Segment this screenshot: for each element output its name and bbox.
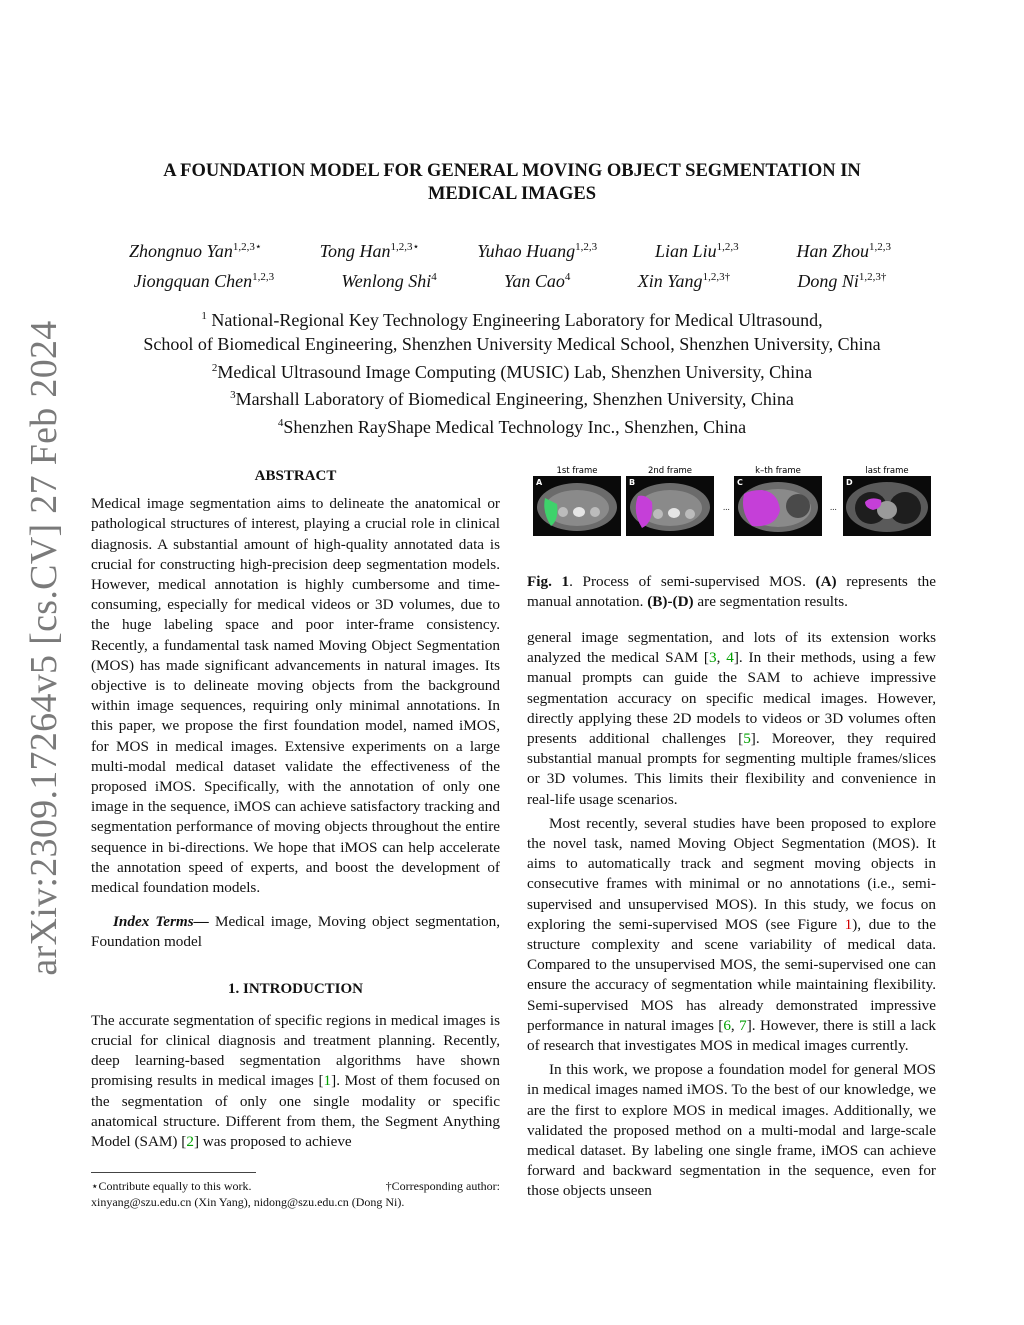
figure-1-caption: Fig. 1. Process of semi-supervised MOS. (A) represents the manual annotation. (B)-(D) are segmentation results. — [527, 573, 937, 610]
author: Dong $Ni^{1,2,3\dagger}$ — [797, 271, 887, 291]
right-column — [527, 628, 936, 1202]
panel-c-stomach — [786, 494, 810, 518]
citation-link[interactable]: 1 — [323, 1072, 332, 1090]
arxiv-stamp-text: arXiv:2309.17264v5 [cs.CV] 27 Feb 2024 — [23, 320, 65, 976]
right-paragraph-3: In this work, we propose a foundation model for general MOS in medical images named iMOS. To the best of our knowledge, we are the first to explore MOS in medical images. Additionally, we validated the proposed method on a multi-modal and large-scale medical dataset. By labeling one single frame, iMOS can achieve forward and backward segmentation in the sequence, even for those objects unseen — [527, 1061, 936, 1200]
panel-b-vertebra — [668, 508, 680, 518]
citation-link[interactable]: 2 — [186, 1133, 194, 1151]
abstract-text: Medical image segmentation aims to delineate the anatomical or pathological structures of interest, playing a crucial role in clinical diagnosis. A substantial amount of high-quality annotated data is crucial for constructing high-precision deep segmentation models. However, medical annotation is highly cumbersome and time-consuming, especially for medical videos or 3D volumes, due to the huge labeling space and poor inter-frame consistency. Recently, a fundamental task named Moving Object Segmentation (MOS) has made significant advancements in natural images. Its objective is to delineate moving objects from the background within image sequences, requiring only minimal annotations. In this paper, we propose the first foundation model, named iMOS, for MOS in medical images. Extensive experiments on a large multi-modal medical dataset validate the effectiveness of the proposed iMOS. Specifically, with the annotation of only one image in the sequence, iMOS can achieve satisfactory tracking and segmentation performance of moving objects throughout the entire sequence in bi-directions. We hope that iMOS can help accelerate the annotation speed of experts, and boost the development of medical foundation models. — [91, 495, 500, 897]
panel-a-kidney-left — [558, 507, 568, 517]
index-terms-label: Index Terms— — [113, 913, 209, 931]
label-kth-frame: k–th frame — [755, 466, 801, 476]
title-line-1: A FOUNDATION MODEL FOR GENERAL MOVING OBJECT SEGMENTATION IN — [163, 161, 861, 181]
label-2nd-frame: 2nd frame — [647, 466, 693, 476]
citation-link[interactable]: 3 — [709, 649, 717, 667]
panel-b-kidney-right — [685, 509, 695, 519]
intro-heading: 1. INTRODUCTION — [227, 980, 363, 997]
label-1st-frame: 1st frame — [556, 466, 598, 476]
author: Xin Yang$^{1,2,3\dagger}$ — [637, 271, 731, 291]
citation-link[interactable]: 4 — [726, 649, 734, 667]
left-column — [91, 466, 500, 1152]
panel-d-letter: D — [846, 478, 853, 487]
right-paragraph-2: Most recently, several studies have been proposed to explore the novel task, named Moving Object Segmentation (MOS). It aims to automatically track and segment moving objects in consecutive frames with minimal or no annotations (i.e., semi-supervised and unsupervised MOS). In this study, we focus on exploring the semi-supervised MOS (see Figure 1), due to the structure complexity and scene variability of medical data. Compared to the unsupervised MOS, the semi-supervised one can ensure the accuracy of segmentation while maintaining flexibility. Semi-supervised MOS has already demonstrated impressive performance in natural images [6, 7]. However, there is still a lack of research that investigates MOS in medical images currently. — [527, 814, 937, 1055]
author: Wenlong Shi$^4$ — [341, 271, 437, 291]
footnote-emails: xinyang@szu.edu.cn (Xin Yang), nidong@szu.edu.cn (Dong Ni). — [91, 1195, 405, 1209]
authors-row-1 — [100, 234, 920, 264]
title-line-2: MEDICAL IMAGES — [427, 184, 597, 204]
citation-link[interactable]: 6 — [723, 1016, 731, 1034]
authors-block — [100, 234, 920, 294]
label-last-frame: last frame — [865, 466, 909, 476]
footnote-contrib: ⋆Contribute equally to this work. — [91, 1179, 252, 1193]
index-terms-text: Medical image, Moving object segmentation, Foundation model — [91, 913, 501, 951]
figure-reference-link[interactable]: 1 — [844, 915, 853, 933]
panel-b-kidney-left — [653, 509, 663, 519]
affiliation-line: $^3$Marshall Laboratory of Biomedical Engineering, Shenzhen University, China — [230, 389, 794, 410]
citation-link[interactable]: 5 — [743, 730, 751, 748]
affiliations — [90, 305, 934, 440]
affiliation-line: $^1$ National-Regional Key Technology Engineering Laboratory for Medical Ultrasound, — [201, 310, 823, 330]
affiliation-line: $^2$Medical Ultrasound Image Computing (MUSIC) Lab, Shenzhen University, China — [211, 361, 813, 382]
panel-a — [533, 476, 621, 536]
author: Lian Liu$^{1,2,3}$ — [655, 241, 739, 261]
author: Han Zhou$^{1,2,3}$ — [796, 241, 891, 261]
panel-d — [843, 476, 931, 536]
footnote-rule — [91, 1172, 256, 1173]
figure-1-image — [527, 466, 936, 556]
panel-c — [734, 476, 822, 536]
author: Yan Cao$^4$ — [504, 271, 571, 291]
author: Jiongquan Chen$^{1,2,3}$ — [133, 271, 275, 291]
ellipsis-2: ... — [830, 502, 837, 512]
panel-b-letter: B — [629, 478, 636, 487]
right-paragraph-1: general image segmentation, and lots of its extension works analyzed the medical SAM [3, 4]. In their methods, using a few manual prompts can guide the SAM to achieve impressive segmentation accuracy on specific medical images. However, directly applying these 2D models to videos or 3D volumes often presents additional challenges [5]. Moreover, they required substantial manual prompts for segmenting multiple frames/slices or 3D volumes. This limits their flexibility and convenience in real-life usage scenarios. — [527, 629, 937, 808]
arxiv-stamp — [0, 0, 80, 1325]
author: Tong Han$^{1,2,3⋆}$ — [319, 241, 420, 261]
panel-a-kidney-right — [590, 507, 600, 517]
paper-title — [112, 160, 912, 206]
caption-label: Fig. 1 — [527, 573, 570, 590]
panel-c-letter: C — [737, 478, 743, 487]
affiliation-line: School of Biomedical Engineering, Shenzhen University Medical School, Shenzhen University, China — [143, 333, 881, 354]
index-terms — [91, 912, 500, 952]
footnote-corresponding: †Corresponding author: — [385, 1179, 500, 1193]
authors-row-2 — [100, 264, 920, 294]
ellipsis-1: ... — [723, 502, 730, 512]
panel-b — [626, 476, 714, 536]
author: Yuhao Huang$^{1,2,3}$ — [477, 241, 598, 261]
affiliation-line: $^4$Shenzhen RayShape Medical Technology Inc., Shenzhen, China — [277, 417, 747, 438]
abstract-heading: ABSTRACT — [254, 468, 337, 484]
author: Zhongnuo Yan$^{1,2,3⋆}$ — [128, 241, 262, 261]
intro-paragraph: The accurate segmentation of specific regions in medical images is crucial for clinical diagnosis and treatment planning. Recently, deep learning-based segmentation algorithms have shown promising results in medical images [1]. Most of them focused on the segmentation of only one single modality or specific anatomical structure. Different from them, the Segment Anything Model (SAM) [2] was proposed to achieve — [91, 1011, 500, 1151]
panel-a-letter: A — [536, 478, 543, 487]
footnote — [91, 1178, 500, 1210]
citation-link[interactable]: 7 — [739, 1016, 747, 1034]
figure-1 — [527, 466, 936, 556]
panel-a-vertebra — [573, 507, 585, 517]
